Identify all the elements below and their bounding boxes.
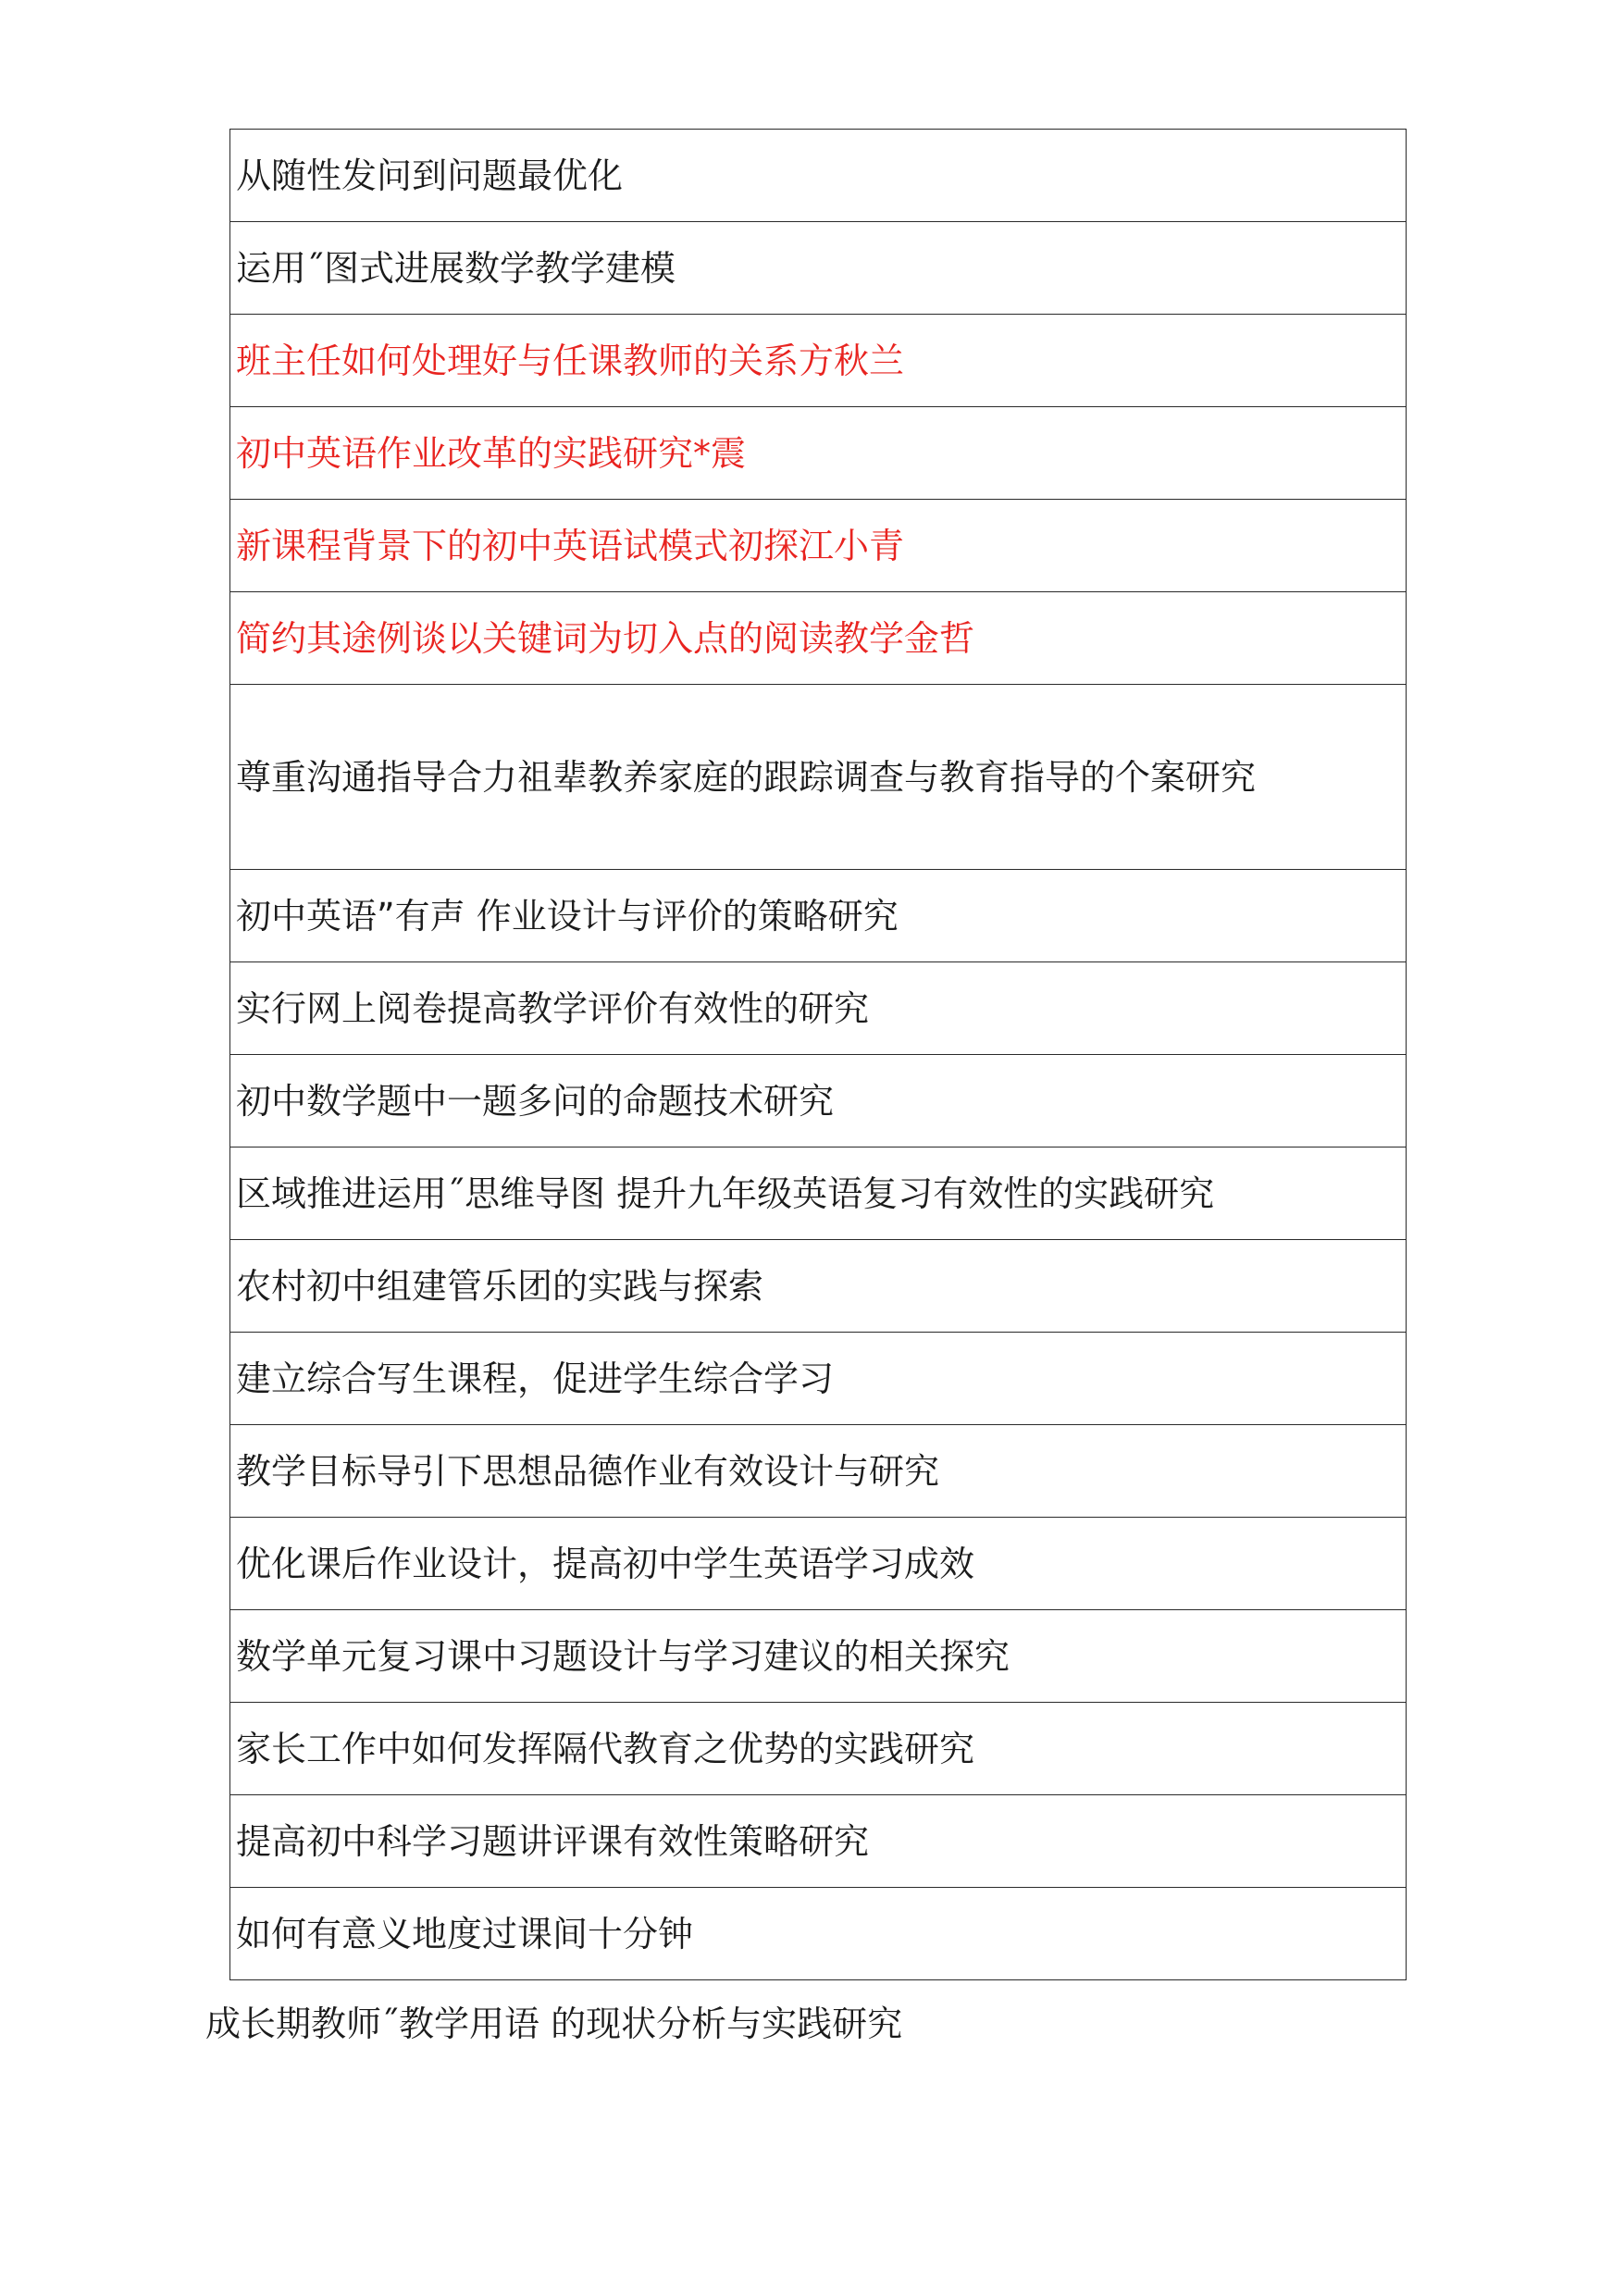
topic-cell-highlighted: 新课程背景下的初中英语试模式初探江小青: [230, 500, 1407, 592]
topic-cell-highlighted: 班主任如何处理好与任课教师的关系方秋兰: [230, 315, 1407, 407]
table-row: [230, 962, 1407, 1055]
topic-cell-highlighted: 初中英语作业改革的实践研究*震: [230, 407, 1407, 500]
table-row: [230, 315, 1407, 407]
table-row: [230, 222, 1407, 315]
table-row: [230, 1333, 1407, 1425]
topic-cell: 家长工作中如何发挥隔代教育之优势的实践研究: [230, 1703, 1407, 1795]
topic-cell: 建立综合写生课程，促进学生综合学习: [230, 1333, 1407, 1425]
topic-cell: 如何有意义地度过课间十分钟: [230, 1888, 1407, 1980]
table-row: [230, 685, 1407, 870]
topic-cell: 尊重沟通指导合力祖辈教养家庭的跟踪调查与教育指导的个案研究: [230, 685, 1407, 870]
table-row: [230, 870, 1407, 962]
research-topic-table: [229, 129, 1407, 1980]
table-row: [230, 1703, 1407, 1795]
table-row: [230, 500, 1407, 592]
table-row: [230, 1610, 1407, 1703]
table-row: [230, 1148, 1407, 1240]
topic-cell: 区域推进运用˝思维导图 提升九年级英语复习有效性的实践研究: [230, 1148, 1407, 1240]
table-row: [230, 592, 1407, 685]
table-row: [230, 1055, 1407, 1148]
topic-cell: 从随性发问到问题最优化: [230, 130, 1407, 222]
topic-cell: 教学目标导引下思想品德作业有效设计与研究: [230, 1425, 1407, 1518]
topic-cell: 初中英语”有声 作业设计与评价的策略研究: [230, 870, 1407, 962]
table-row: [230, 1425, 1407, 1518]
table-row: [230, 1795, 1407, 1888]
table-row: [230, 1240, 1407, 1333]
topic-cell: 运用˝图式进展数学教学建模: [230, 222, 1407, 315]
table-row: [230, 1888, 1407, 1980]
topic-cell: 初中数学题中一题多问的命题技术研究: [230, 1055, 1407, 1148]
topic-cell: 实行网上阅卷提高教学评价有效性的研究: [230, 962, 1407, 1055]
topic-cell: 提高初中科学习题讲评课有效性策略研究: [230, 1795, 1407, 1888]
table-row: [230, 407, 1407, 500]
topic-cell: 优化课后作业设计，提高初中学生英语学习成效: [230, 1518, 1407, 1610]
trailing-topic-text: 成长期教师˝教学用语 的现状分析与实践研究: [205, 2003, 903, 2044]
topic-cell-highlighted: 简约其途例谈以关键词为切入点的阅读教学金哲: [230, 592, 1407, 685]
table-row: [230, 1518, 1407, 1610]
table-row: [230, 130, 1407, 222]
topic-cell: 农村初中组建管乐团的实践与探索: [230, 1240, 1407, 1333]
topic-cell: 数学单元复习课中习题设计与学习建议的相关探究: [230, 1610, 1407, 1703]
